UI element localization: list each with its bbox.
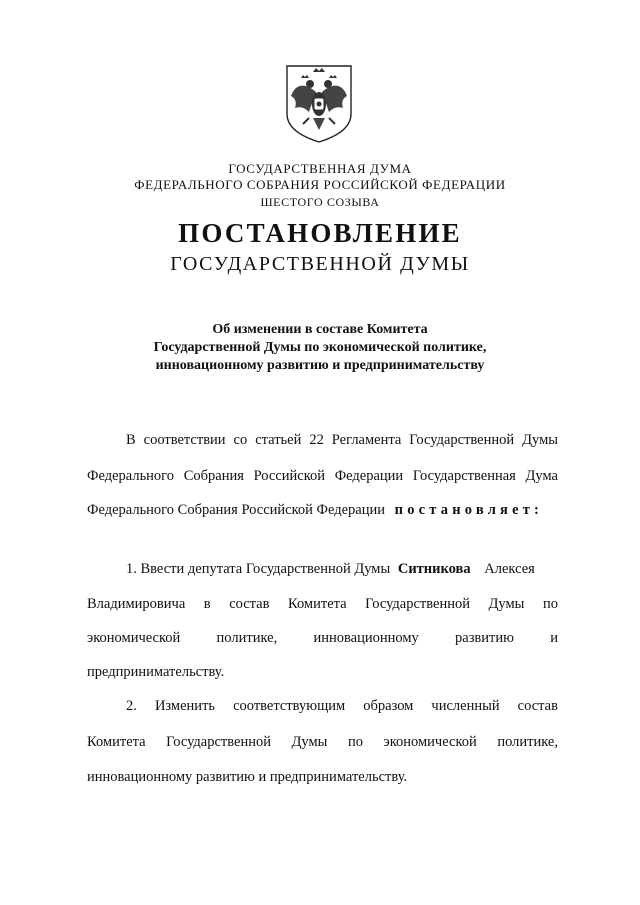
word: Федерального	[87, 468, 175, 484]
word: численный	[431, 698, 500, 714]
item-1-line-1	[126, 560, 535, 578]
word: 22	[309, 432, 324, 448]
deputy-surname: Ситникова	[397, 561, 471, 577]
preamble-line-2	[87, 467, 558, 485]
preamble-line-3	[87, 501, 543, 519]
document-type-title: ПОСТАНОВЛЕНИЕ	[178, 218, 462, 248]
issuing-body-title: ГОСУДАРСТВЕННОЙ ДУМЫ	[170, 253, 470, 275]
word: Владимировича	[87, 596, 186, 612]
preamble-line-1	[126, 431, 558, 449]
word: Государственной	[409, 432, 515, 448]
subject-line-3: инновационному развитию и предпринимательству	[155, 358, 485, 373]
word: инновационному	[313, 630, 419, 646]
org-name-line-1: ГОСУДАРСТВЕННАЯ ДУМА	[228, 161, 412, 176]
word: Российской	[253, 468, 326, 484]
word: Думы	[522, 432, 558, 448]
word: образом	[363, 698, 414, 714]
word: Регламента	[331, 432, 402, 448]
word: экономической	[383, 734, 477, 750]
word: состав	[517, 698, 558, 714]
word: по	[542, 596, 558, 612]
word: по	[347, 734, 363, 750]
subject-line-1: Об изменении в составе Комитета	[212, 322, 428, 337]
deputy-first-name: Алексея	[484, 561, 535, 577]
word: соответствии	[143, 432, 226, 448]
word: в	[203, 596, 211, 612]
item-1-line-3	[87, 629, 558, 647]
word: статьей	[255, 432, 302, 448]
word: экономической	[87, 630, 181, 646]
item-2-line-1	[126, 697, 558, 715]
item-2-line-3: инновационному развитию и предпринимательству.	[87, 769, 408, 785]
item-1-line-2	[87, 595, 558, 613]
word: Думы	[488, 596, 525, 612]
word: и	[550, 630, 558, 646]
item-1-line-4: предпринимательству.	[87, 664, 225, 680]
word: Комитета	[288, 596, 347, 612]
word: соответствующим	[233, 698, 346, 714]
word: Комитета	[87, 734, 146, 750]
word: Государственная	[412, 468, 516, 484]
coat-of-arms-icon	[283, 62, 355, 144]
convocation-line: ШЕСТОГО СОЗЫВА	[260, 195, 380, 209]
word: политике,	[497, 734, 558, 750]
word: Собрания	[183, 468, 244, 484]
word: со	[233, 432, 248, 448]
resolves-word: постановляет:	[394, 502, 544, 518]
item-2-line-2	[87, 733, 558, 751]
word: Изменить	[154, 698, 216, 714]
word: 2.	[126, 698, 137, 714]
subject-line-2: Государственной Думы по экономической политике,	[153, 340, 487, 355]
word: Государственной	[166, 734, 271, 750]
item-1-text: 1. Ввести депутата Государственной Думы	[126, 561, 391, 577]
word: Думы	[291, 734, 328, 750]
word: развитию	[455, 630, 514, 646]
word: В	[126, 432, 136, 448]
word: состав	[229, 596, 270, 612]
word: Дума	[525, 468, 558, 484]
org-name-line-2: ФЕДЕРАЛЬНОГО СОБРАНИЯ РОССИЙСКОЙ ФЕДЕРАЦИИ	[134, 177, 506, 192]
word: Федерации	[334, 468, 404, 484]
word: Государственной	[365, 596, 470, 612]
word: политике,	[216, 630, 278, 646]
preamble-text: Федерального Собрания Российской Федерации	[87, 502, 386, 518]
